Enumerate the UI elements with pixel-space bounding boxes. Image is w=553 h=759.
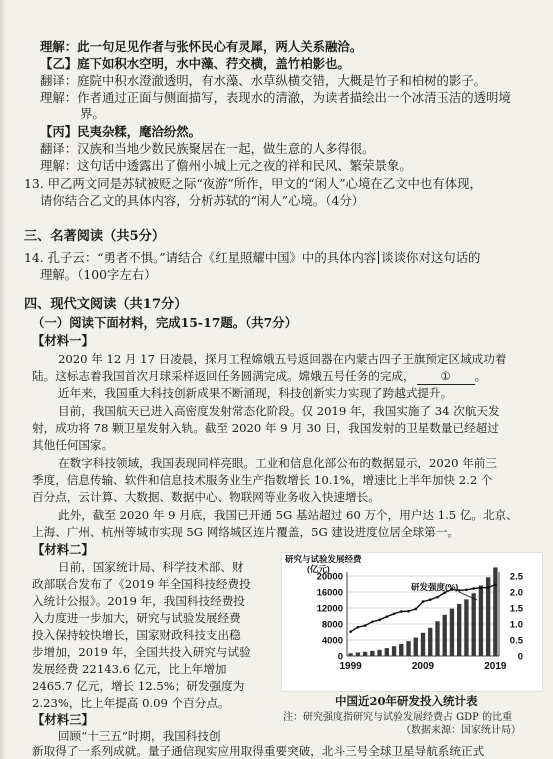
bar-2004 xyxy=(385,648,389,656)
y-tick-label: 8000 xyxy=(321,619,343,631)
material-2-line-5: 投入保持较快增长，国家财政科技支出稳 xyxy=(32,628,241,642)
material-2-line-7: 发展经费 22143.6 亿元，比上年增加 xyxy=(32,662,227,676)
material-2-label: 【材料二】 xyxy=(32,542,94,557)
chart-caption: 中国近20年研发投入统计表 xyxy=(335,694,478,708)
bar-2003 xyxy=(377,650,381,656)
material-1-label: 【材料一】 xyxy=(32,333,94,348)
intensity-point-2015 xyxy=(465,588,468,591)
y2-tick-label: 1.0 xyxy=(509,619,523,631)
intensity-point-2016 xyxy=(472,587,475,590)
bar-2000 xyxy=(356,652,360,656)
bar-2019 xyxy=(493,567,497,656)
material-1-para-4b: 季度，信息传输、软件和信息技术服务业生产指数增长 10.1%，增速比上半年加快 2.2 个 xyxy=(32,473,493,487)
material-1-para-5: 此外，截至 2020 年 9 月底，我国已开通 5G 基站超过 60 万个，用户达 1.5 亿。北京、 xyxy=(58,508,518,522)
intensity-point-2009 xyxy=(422,600,425,603)
material-2-line-4: 入力度进一步加大，研究与试验发展经费 xyxy=(32,611,241,625)
material-3-line-1: 回顾“十三五”时期，我国科技创 xyxy=(58,729,221,743)
translation-c-line: 翻译：汉族和当地少数民族聚居在一起，做生意的人多得很。 xyxy=(40,141,375,156)
bar-2010 xyxy=(428,628,432,656)
bar-2011 xyxy=(435,621,439,656)
text-c-line: 【丙】民夷杂糅，麾洽纷然。 xyxy=(40,124,202,139)
translation-b-line: 翻译：庭院中积水澄澈透明，有水藻、水草纵横交错，大概是竹子和柏树的影子。 xyxy=(40,73,487,88)
bar-2012 xyxy=(443,615,447,656)
intensity-point-2004 xyxy=(386,615,389,618)
y-tick-label: 16000 xyxy=(316,587,343,599)
y2-tick-label: 2.0 xyxy=(509,587,523,599)
chart-note: 注：研究强度指研究与试验发展经费占 GDP 的比重 xyxy=(283,712,513,723)
x-tick-label: 2019 xyxy=(484,661,507,672)
material-1-para-5b: 上海、广州、杭州等城市实现 5G 网络城区连片覆盖，5G 建设进度位居全球第一。 xyxy=(32,525,459,539)
bar-2017 xyxy=(479,586,483,656)
understanding-line-1: 理解：此一句足见作者与张怀民心有灵犀，两人关系融洽。 xyxy=(40,39,363,54)
section-4-heading: 四、现代文阅读（共17分） xyxy=(24,297,188,312)
intensity-point-1999 xyxy=(349,630,352,633)
intensity-point-2001 xyxy=(364,624,367,627)
intensity-point-2017 xyxy=(480,587,483,590)
question-13-line-1: 13. 甲乙两文同是苏轼被贬之际“夜游”所作，甲文的“闲人”心境在乙文中也有体现， xyxy=(24,176,482,191)
material-1-para-3b: 射，成功将 78 颗卫星发射入轨。截至 2020 年 9 月 30 日，我国发射的卫星数量已经超过 xyxy=(32,421,499,435)
bar-2016 xyxy=(471,593,475,656)
bar-2006 xyxy=(399,644,403,656)
y-tick-label: 0 xyxy=(337,651,343,663)
bar-1999 xyxy=(348,653,352,656)
rd-chart-svg xyxy=(281,552,543,692)
material-1-para-3: 目前，我国航天已进入高密度发射常态化阶段。仅 2019 年，我国实施了 34 次航天发 xyxy=(58,404,500,418)
chart-title: 研究与试验发展经费 xyxy=(285,554,362,564)
y-tick-label: 20000 xyxy=(316,571,343,583)
y2-tick-label: 0 xyxy=(517,651,523,663)
y-tick-label: 12000 xyxy=(316,603,343,615)
y2-tick-label: 1.5 xyxy=(509,603,523,615)
material-1-para-4: 在数字科技领域，我国表现同样亮眼。工业和信息化部公布的数据显示，2020 年前三 xyxy=(58,456,497,470)
chart-unit: (亿元) xyxy=(307,564,330,574)
material-3-line-2: 新取得了一系列成就。量子通信现实应用取得重要突破，北斗三号全球卫星导航系统正式 xyxy=(32,744,485,758)
material-1-para-3c: 其他任何国家。 xyxy=(32,438,114,452)
intensity-point-2010 xyxy=(429,598,432,601)
material-1-para-1b: 陆。这标志着我国首次月球采样返回任务圆满完成。嫦娥五号任务的完成， ① 。 xyxy=(32,369,487,383)
bar-2005 xyxy=(392,646,396,656)
intensity-point-2000 xyxy=(357,626,360,629)
bar-2014 xyxy=(457,604,461,656)
x-tick-label: 1999 xyxy=(339,661,362,672)
intensity-point-2018 xyxy=(487,586,490,589)
intensity-point-2003 xyxy=(378,619,381,622)
legend-label: 研发强度(%) xyxy=(411,582,459,592)
intensity-point-2008 xyxy=(414,608,417,611)
material-3-label: 【材料三】 xyxy=(32,712,94,727)
bar-2015 xyxy=(464,599,468,656)
blank-1[interactable]: ① xyxy=(417,368,475,385)
bar-2018 xyxy=(486,577,490,656)
question-14-line-1: 14. 孔子云：“勇者不惧。”请结合《红星照耀中国》中的具体内容 谈谈你对这句话的 xyxy=(24,250,481,265)
understanding-b-line-2: 界。 xyxy=(80,106,105,121)
y2-tick-label: 0.5 xyxy=(509,635,523,647)
understanding-c-line: 理解：这句话中透露出了儋州小城上元之夜的祥和民风、繁荣景象。 xyxy=(40,158,412,173)
material-2-line-6: 步增加，2019 年，全国共投入研究与试验 xyxy=(32,645,251,659)
y2-tick-label: 2.5 xyxy=(509,571,523,583)
x-tick-label: 2009 xyxy=(411,661,435,672)
question-14-line-2: 理解。（100字左右） xyxy=(40,267,157,282)
bar-2009 xyxy=(421,633,425,656)
material-2-line-3: 入统计公报》。2019 年，我国科技经费投 xyxy=(32,594,245,608)
intensity-point-2014 xyxy=(458,589,461,592)
bar-2007 xyxy=(406,641,410,656)
material-2-line-9: 2.23%，比上年提高 0.09 个百分点。 xyxy=(32,696,230,710)
bar-2013 xyxy=(450,609,454,656)
material-1-para-4c: 百分点，云计算、大数据、数据中心、物联网等业务收入快速增长。 xyxy=(32,490,380,504)
intensity-point-2011 xyxy=(436,596,439,599)
text-caret xyxy=(378,251,379,264)
chart-source: （数据来源：国家统计局） xyxy=(401,725,521,736)
rd-chart xyxy=(281,552,543,736)
question-13-line-2: 请你结合乙文的具体内容，分析苏轼的“闲人”心境。（4分） xyxy=(40,193,365,208)
text-b-line: 【乙】庭下如积水空明，水中藻、荇交横，盖竹柏影也。 xyxy=(40,56,350,71)
y-tick-label: 4000 xyxy=(321,635,343,647)
material-1-para-2: 近年来，我国重大科技创新成果不断涌现，科技创新实力实现了跨越式提升。 xyxy=(58,386,453,400)
section-3-heading: 三、名著阅读（共5分） xyxy=(24,229,166,244)
scan-edge-shadow xyxy=(0,0,6,759)
intensity-point-2005 xyxy=(393,612,396,615)
material-2-line-1: 日前，国家统计局、科学技术部、财 xyxy=(58,560,244,574)
bar-2001 xyxy=(363,652,367,656)
bar-2002 xyxy=(370,651,374,656)
intensity-point-2019 xyxy=(494,583,497,586)
understanding-b-line-1: 理解：作者通过正面与侧面描写，表现水的清澈，为读者描绘出一个冰清玉洁的透明境 xyxy=(40,90,511,105)
material-2-line-2: 政部联合发布了《2019 年全国科技经费投 xyxy=(32,577,251,591)
intensity-point-2007 xyxy=(407,610,410,613)
intensity-point-2006 xyxy=(400,610,403,613)
bar-2008 xyxy=(414,638,418,656)
part-1-heading: （一）阅读下面材料，完成15-17题。（共7分） xyxy=(32,315,298,330)
material-2-line-8: 2465.7 亿元，增长 12.5%；研发强度为 xyxy=(32,679,245,693)
intensity-point-2002 xyxy=(371,620,374,623)
material-1-para-1: 2020 年 12 月 17 日凌晨，探月工程嫦娥五号返回器在内蒙古四子王旗预定区域成功着 xyxy=(58,352,507,366)
